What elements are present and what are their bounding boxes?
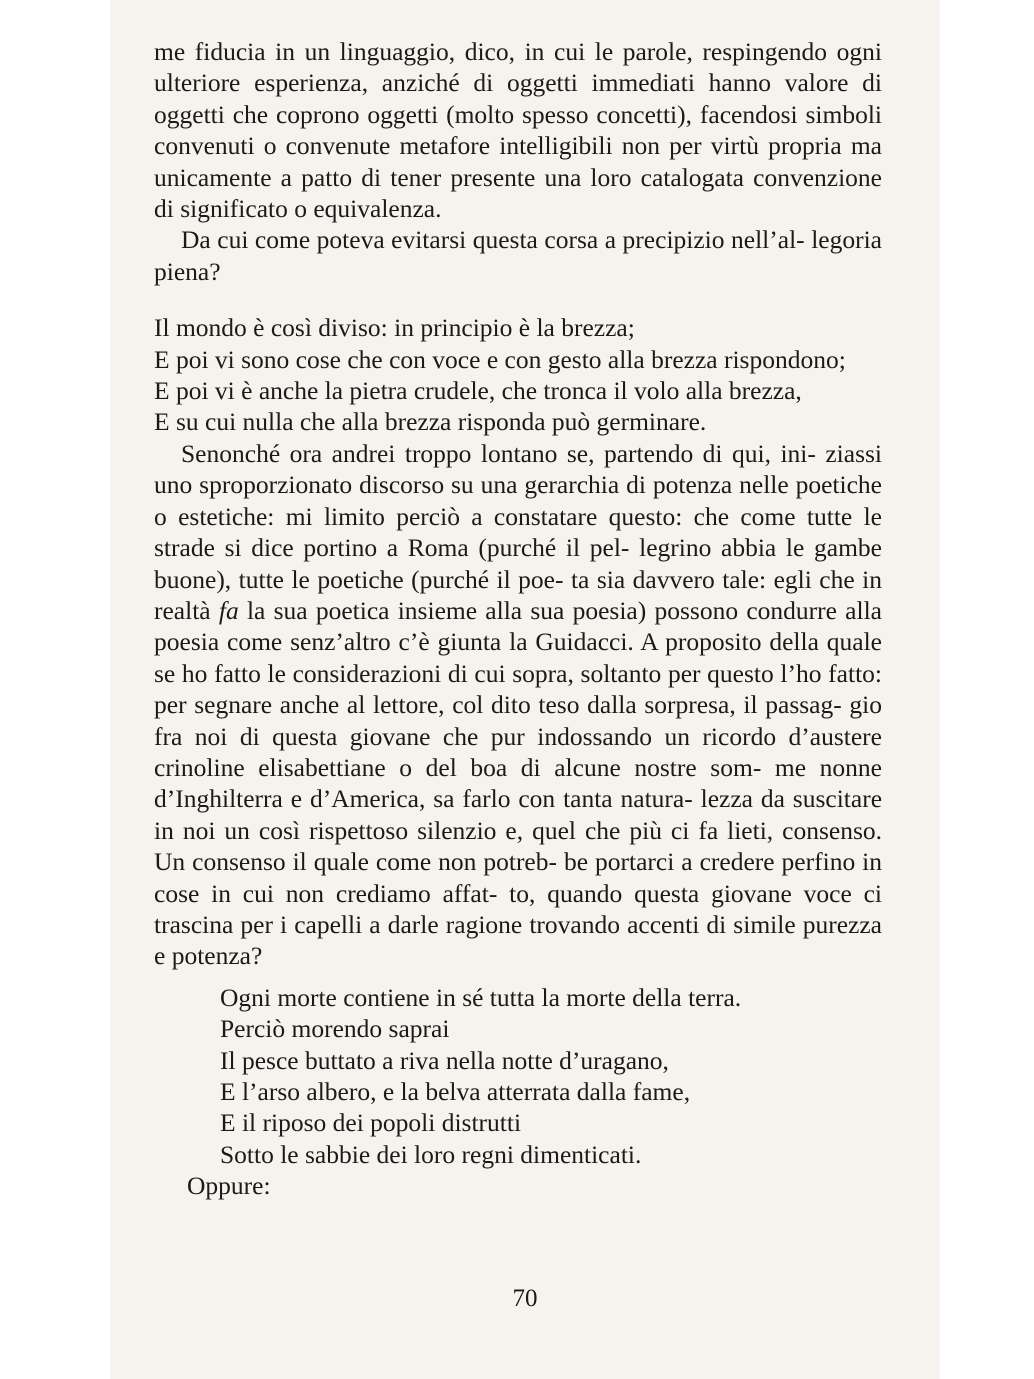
paragraph-3: Senonché ora andrei troppo lontano se, partendo di qui, ini- ziassi uno sproporzionato discorso su una gerarchia di potenza nelle poetiche o estetiche: mi limito perciò a constatare questo: che come tutte le strade si dice portino a Roma (purché il pel- legrino abbia le gambe buone), tutte le poetiche (purché il poe- ta sia davvero tale: egli che in realtà fa la sua poetica insieme alla sua poesia) possono condurre alla poesia come senz’altro c’è giunta la Guidacci. A proposito della quale se ho fatto le considerazioni di cui sopra, soltanto per questo l’ho fatto: per segnare anche al lettore, col dito teso dalla sorpresa, il passag- gio fra noi di questa giovane che pur indossando un ricordo d’austere crinoline elisabettiane o del boa di alcune nostre som- me nonne d’Inghilterra e d’America, sa farlo con tanta natura- lezza da suscitare in noi un così rispettoso silenzio e, quel che più ci fa lieti, consenso. Un consenso il quale come non potreb- be portarci a credere perfino in cose in cui non crediamo affat- to, quando questa giovane voce ci trascina per i capelli a darle ragione trovando accenti di simile purezza e potenza? — [154, 438, 883, 971]
verse-quote-2 — [154, 982, 882, 1170]
verse-line: E poi vi è anche la pietra crudele, che tronca il volo alla brezza, — [154, 376, 802, 406]
closing-line: Oppure: — [187, 1171, 271, 1201]
verse-line: Il pesce buttato a riva nella notte d’uragano, — [220, 1045, 669, 1075]
page-body — [154, 36, 882, 1202]
verse-line: E l’arso albero, e la belva atterrata dalla fame, — [220, 1077, 691, 1106]
verse-line: E il riposo dei popoli distrutti — [220, 1108, 522, 1138]
verse-line: E poi vi sono cose che con voce e con gesto alla brezza rispondono; — [154, 344, 846, 374]
paragraph-2: Da cui come poteva evitarsi questa corsa a precipizio nell’al- legoria piena? — [154, 225, 882, 286]
italic-emphasis: fa — [218, 595, 239, 625]
verse-line: Perciò morendo saprai — [220, 1014, 450, 1044]
verse-line: Il mondo è così diviso: in principio è la brezza; — [154, 313, 635, 343]
verse-quote-1 — [154, 312, 882, 438]
verse-line: Ogni morte contiene in sé tutta la morte della terra. — [220, 982, 742, 1012]
verse-line: E su cui nulla che alla brezza risponda può germinare. — [154, 407, 707, 437]
page-number: 70 — [512, 1285, 538, 1312]
verse-line: Sotto le sabbie dei loro regni dimenticati. — [220, 1139, 642, 1169]
paragraph-1: me fiducia in un linguaggio, dico, in cui le parole, respingendo ogni ulteriore esperienza, anziché di oggetti immediati hanno valore di oggetti che coprono oggetti (molto spesso concetti), facendosi simboli convenuti o convenute metafore intelligibili non per virtù propria ma unicamente a patto di tener presente una loro catalogata convenzione di significato o equivalenza. — [154, 37, 882, 224]
book-page — [110, 0, 940, 1379]
